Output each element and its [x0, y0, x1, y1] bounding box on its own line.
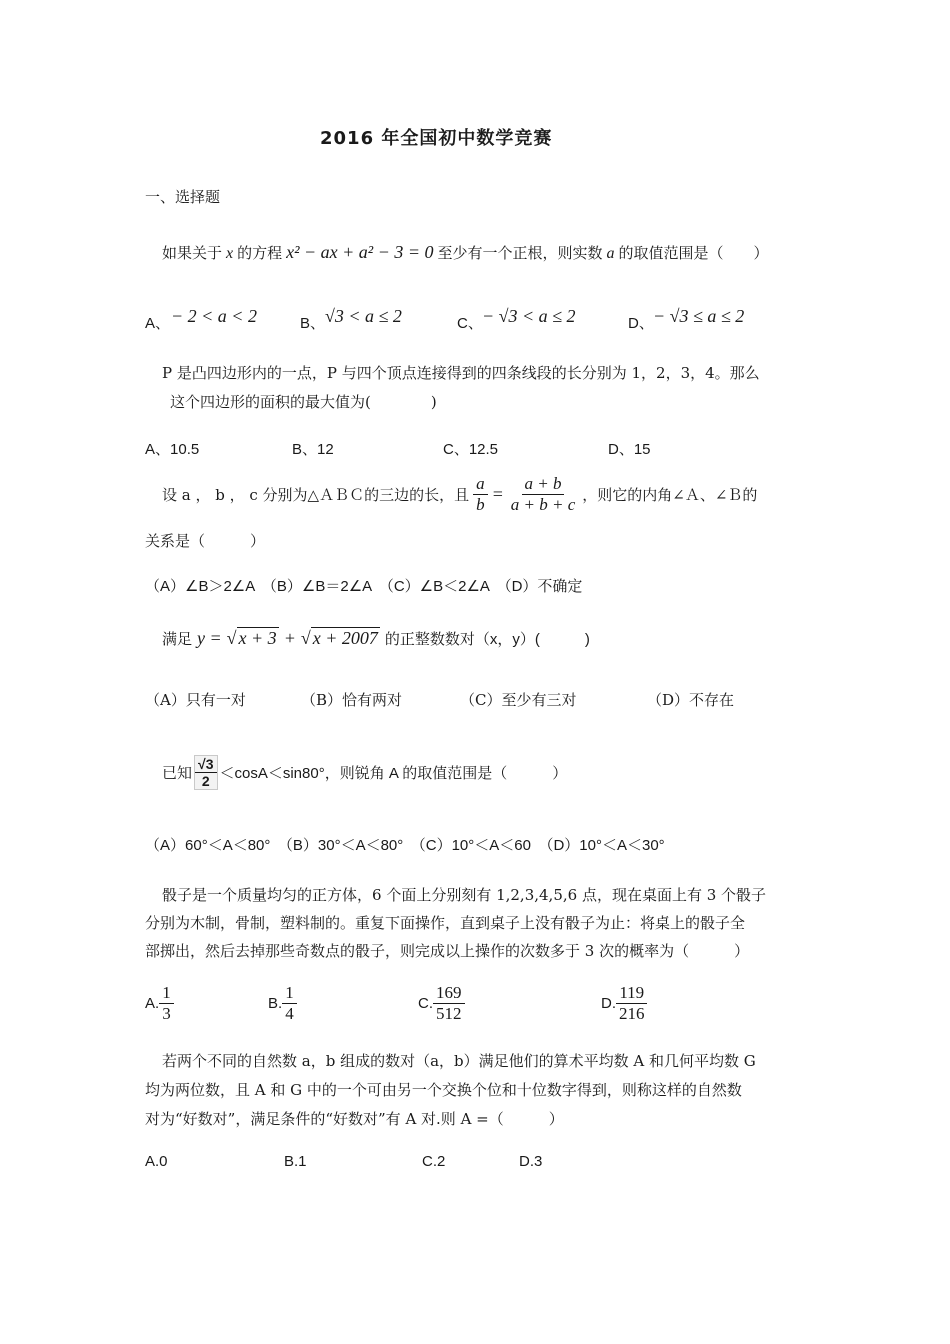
sqrt-icon: √ [300, 628, 311, 648]
q1-option-a-math: − 2 < a < 2 [171, 306, 257, 326]
q7-options [145, 1153, 565, 1173]
q6-option-c-den: 512 [436, 1003, 462, 1023]
q6-option-b-label: B. [268, 994, 283, 1012]
q2-option-a: A、10.5 [145, 441, 200, 458]
q5-frac-denominator: 2 [201, 773, 210, 790]
q2-line-2: 这个四边形的面积的最大值为( ) [170, 393, 437, 411]
q1-option-c-math: − √3 < a ≤ 2 [482, 306, 576, 326]
q4-radical-1 [227, 628, 279, 649]
q6-option-d-fraction [616, 983, 648, 1023]
q4-options [145, 689, 785, 711]
q6-line-3: 部掷出，然后去掉那些奇数点的骰子，则完成以上操作的次数多于 3 次的概率为（ ） [145, 942, 750, 960]
q6-options [145, 978, 665, 1028]
q3-options: （A）∠B＞2∠A （B）∠B＝2∠A （C）∠B＜2∠A （D）不确定 [145, 578, 583, 595]
q3-fraction-a-over-b [473, 474, 488, 514]
q6-option-c-label: C. [418, 994, 433, 1012]
q2-option-b: B、12 [292, 441, 334, 458]
q1-var-x: x [226, 245, 234, 262]
q3-equals: = [491, 483, 504, 504]
question-3 [162, 474, 757, 514]
q6-option-d [601, 978, 648, 1028]
q4-plus: + [283, 628, 296, 648]
q1-option-d-label: D、 [628, 315, 654, 332]
q5-options: （A）60°＜A＜80° （B）30°＜A＜80° （C）10°＜A＜60 （D）10°＜A＜30° [145, 837, 665, 854]
q7-line-3: 对为“好数对”，满足条件的“好数对”有 A 对.则 A =（ ） [145, 1110, 564, 1128]
q4-eq-lhs: y = [197, 628, 222, 648]
q1-option-b-label: B、 [300, 315, 326, 332]
q7-option-c: C.2 [422, 1153, 446, 1170]
question-4 [162, 628, 590, 649]
q4-option-c: （C）至少有三对 [460, 691, 577, 709]
sqrt-icon: √ [226, 628, 237, 648]
q6-option-d-den: 216 [619, 1003, 645, 1023]
q5-text-post: ＜cosA＜sin80°，则锐角 A 的取值范围是（ ） [219, 765, 568, 783]
q4-option-a: （A）只有一对 [145, 691, 246, 709]
q1-option-a-label: A、 [145, 315, 171, 332]
q6-option-b [268, 978, 297, 1028]
q1-option-b-math: √3 < a ≤ 2 [325, 306, 402, 326]
q6-option-b-num: 1 [282, 983, 297, 1004]
q2-option-c: C、12.5 [443, 441, 499, 458]
q1-equation: x² − ax + a² − 3 = 0 [286, 242, 434, 262]
q3-text-pre: 设 a ， b ， c 分别为△ＡＢＣ的三边的长，且 [162, 485, 470, 504]
q1-option-c-label: C、 [457, 315, 483, 332]
q1-options [145, 306, 805, 334]
q7-line-1: 若两个不同的自然数 a，b 组成的数对（a，b）满足他们的算术平均数 A 和几何平均数 G [162, 1052, 756, 1070]
q4-text-pre: 满足 [162, 630, 193, 648]
q4-radicand-1: x + 3 [238, 628, 277, 648]
q4-radicand-2: x + 2007 [312, 628, 378, 648]
q6-option-b-fraction [282, 983, 297, 1023]
q6-option-a [145, 978, 174, 1028]
q1-text-mid: 的方程 [237, 244, 283, 262]
q6-option-c-num: 169 [433, 983, 465, 1004]
q5-frac-numerator: √3 [195, 756, 216, 773]
q2-options [145, 438, 745, 458]
q3-frac2-numerator: a + b [522, 474, 565, 495]
q6-option-d-label: D. [601, 994, 616, 1012]
q6-option-a-den: 3 [162, 1003, 171, 1023]
q4-radical-2 [301, 628, 380, 649]
q1-option-d-math: − √3 ≤ a ≤ 2 [653, 306, 745, 326]
question-5 [162, 755, 567, 790]
q4-text-post: 的正整数数对（x，y）( ) [384, 631, 590, 648]
q6-option-c [418, 978, 465, 1028]
page-title: 2016 年全国初中数学竞赛 [320, 128, 553, 149]
q1-text-pre: 如果关于 [162, 244, 223, 262]
q2-option-d: D、15 [608, 441, 651, 458]
q6-option-b-den: 4 [285, 1003, 294, 1023]
q7-option-d: D.3 [519, 1153, 543, 1170]
q6-option-d-num: 119 [616, 983, 647, 1004]
q6-option-a-label: A. [145, 994, 160, 1012]
q3-frac1-numerator: a [473, 474, 488, 495]
q7-option-a: A.0 [145, 1153, 168, 1170]
q1-text-post: 的取值范围是（ ） [618, 244, 769, 262]
q6-option-a-fraction [159, 983, 174, 1023]
q3-text-post: ，则它的内角∠Ａ、∠Ｂ的 [582, 485, 758, 504]
q3-frac1-denominator: b [476, 494, 485, 514]
section-heading: 一、选择题 [145, 188, 221, 206]
q7-line-2: 均为两位数，且 A 和 G 中的一个可由另一个交换个位和十位数字得到，则称这样的自然数 [145, 1081, 742, 1099]
q6-option-c-fraction [433, 983, 465, 1023]
q6-line-2: 分别为木制，骨制，塑料制的。重复下面操作，直到桌子上没有骰子为止：将桌上的骰子全 [145, 914, 746, 932]
q5-fraction-image [194, 755, 217, 790]
q4-option-b: （B）恰有两对 [301, 691, 403, 709]
q2-line-1: P 是凸四边形内的一点，P 与四个顶点连接得到的四条线段的长分别为 1，2，3，4。那么 [162, 364, 760, 382]
q3-fraction-sum [508, 474, 579, 514]
q1-var-a: a [606, 245, 615, 262]
question-1 [162, 242, 769, 263]
q3-line-2: 关系是（ ） [145, 532, 266, 550]
q6-option-a-num: 1 [159, 983, 174, 1004]
q3-frac2-denominator: a + b + c [510, 494, 576, 514]
q7-option-b: B.1 [284, 1153, 307, 1170]
q6-line-1: 骰子是一个质量均匀的正方体，6 个面上分别刻有 1,2,3,4,5,6 点，现在桌面上有 3 个骰子 [162, 886, 767, 904]
q4-option-d: （D）不存在 [647, 691, 735, 709]
q1-text-mid2: 至少有一个正根，则实数 [437, 244, 603, 262]
q5-text-pre: 已知 [162, 764, 193, 783]
